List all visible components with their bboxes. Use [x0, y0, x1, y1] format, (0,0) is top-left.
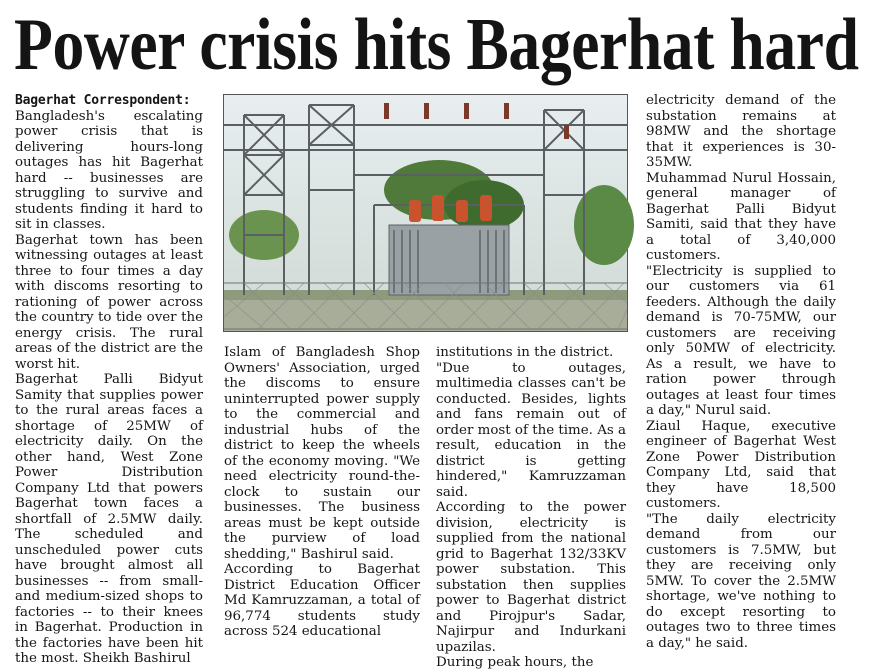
- paragraph-text: Bangladesh's escalating power crisis that is delivering hours-long outages has hit Bagerhat hard -- businesses are struggling to survive and students finding it hard to sit in classes.: [15, 108, 203, 232]
- paragraph: According to Bagerhat District Education Officer Md Kamruzzaman, a total of 96,774 students study across 524 educational: [224, 562, 420, 639]
- headline: Power crisis hits Bagerhat hard: [14, 4, 859, 86]
- paragraph: Bagerhat town has been witnessing outages at least three to four times a day with discoms resorting to rationing of power across the country to tide over the energy crisis. The rural areas of the district are the worst hit.: [15, 232, 203, 372]
- article-column-1: [15, 93, 203, 666]
- byline: Bagerhat Correspondent:: [15, 93, 191, 108]
- paragraph: Islam of Bangladesh Shop Owners' Association, urged the discoms to ensure uninterrupted power supply to the commercial and industrial hubs of the district to keep the wheels of the economy moving. "We need electricity round-the-clock to sustain our businesses. The business areas must be kept outside the purview of load shedding," Bashirul said.: [224, 345, 420, 562]
- article-column-3: [436, 345, 626, 670]
- substation-photo: [223, 94, 628, 332]
- paragraph: institutions in the district.: [436, 345, 614, 360]
- paragraph: Ziaul Haque, executive engineer of Bagerhat West Zone Power Distribution Company Ltd, said that they have 18,500 customers.: [646, 418, 836, 511]
- paragraph: "Electricity is supplied to our customers via 61 feeders. Although the daily demand is 70-75MW, our customers are receiving only 50MW of electricity. As a result, we have to ration power through outages at least four times a day," Nurul said.: [646, 263, 836, 418]
- paragraph: "The daily electricity demand from our customers is 7.5MW, but they are receiving only 5MW. To cover the 2.5MW shortage, we've nothing to do except resorting to outages two to three times a day," he said.: [646, 511, 836, 651]
- article-column-2: [224, 345, 420, 661]
- paragraph: Muhammad Nurul Hossain, general manager of Bagerhat Palli Bidyut Samiti, said that they have a total of 3,40,000 customers.: [646, 170, 836, 263]
- electric-substation-photo-icon: [224, 95, 627, 331]
- paragraph: electricity demand of the substation remains at 98MW and the shortage that it experiences is 30-35MW.: [646, 93, 836, 170]
- paragraph: "Due to outages, multimedia classes can't be conducted. Besides, lights and fans remain out of order most of the time. As a result, education in the district is getting hindered," Kamruzzaman said.: [436, 360, 626, 500]
- paragraph: [15, 93, 203, 233]
- article-column-4: [646, 93, 836, 659]
- paragraph: During peak hours, the: [436, 655, 594, 670]
- paragraph: Bagerhat Palli Bidyut Samity that supplies power to the rural areas faces a shortage of 25MW of electricity daily. On the other hand, West Zone Power Distribution Company Ltd that powers Bagerhat town faces a shortfall of 2.5MW daily. The scheduled and unscheduled power cuts have brought almost all businesses -- from small- and medium-sized shops to factories -- to their knees in Bagerhat. Production in the factories have been hit the most. Sheikh Bashirul: [15, 372, 203, 666]
- paragraph: According to the power division, electricity is supplied from the national grid to Bagerhat 132/33KV power substation. This substation then supplies power to Bagerhat district and Pirojpur's Sadar, Najirpur and Indurkani upazilas.: [436, 500, 626, 655]
